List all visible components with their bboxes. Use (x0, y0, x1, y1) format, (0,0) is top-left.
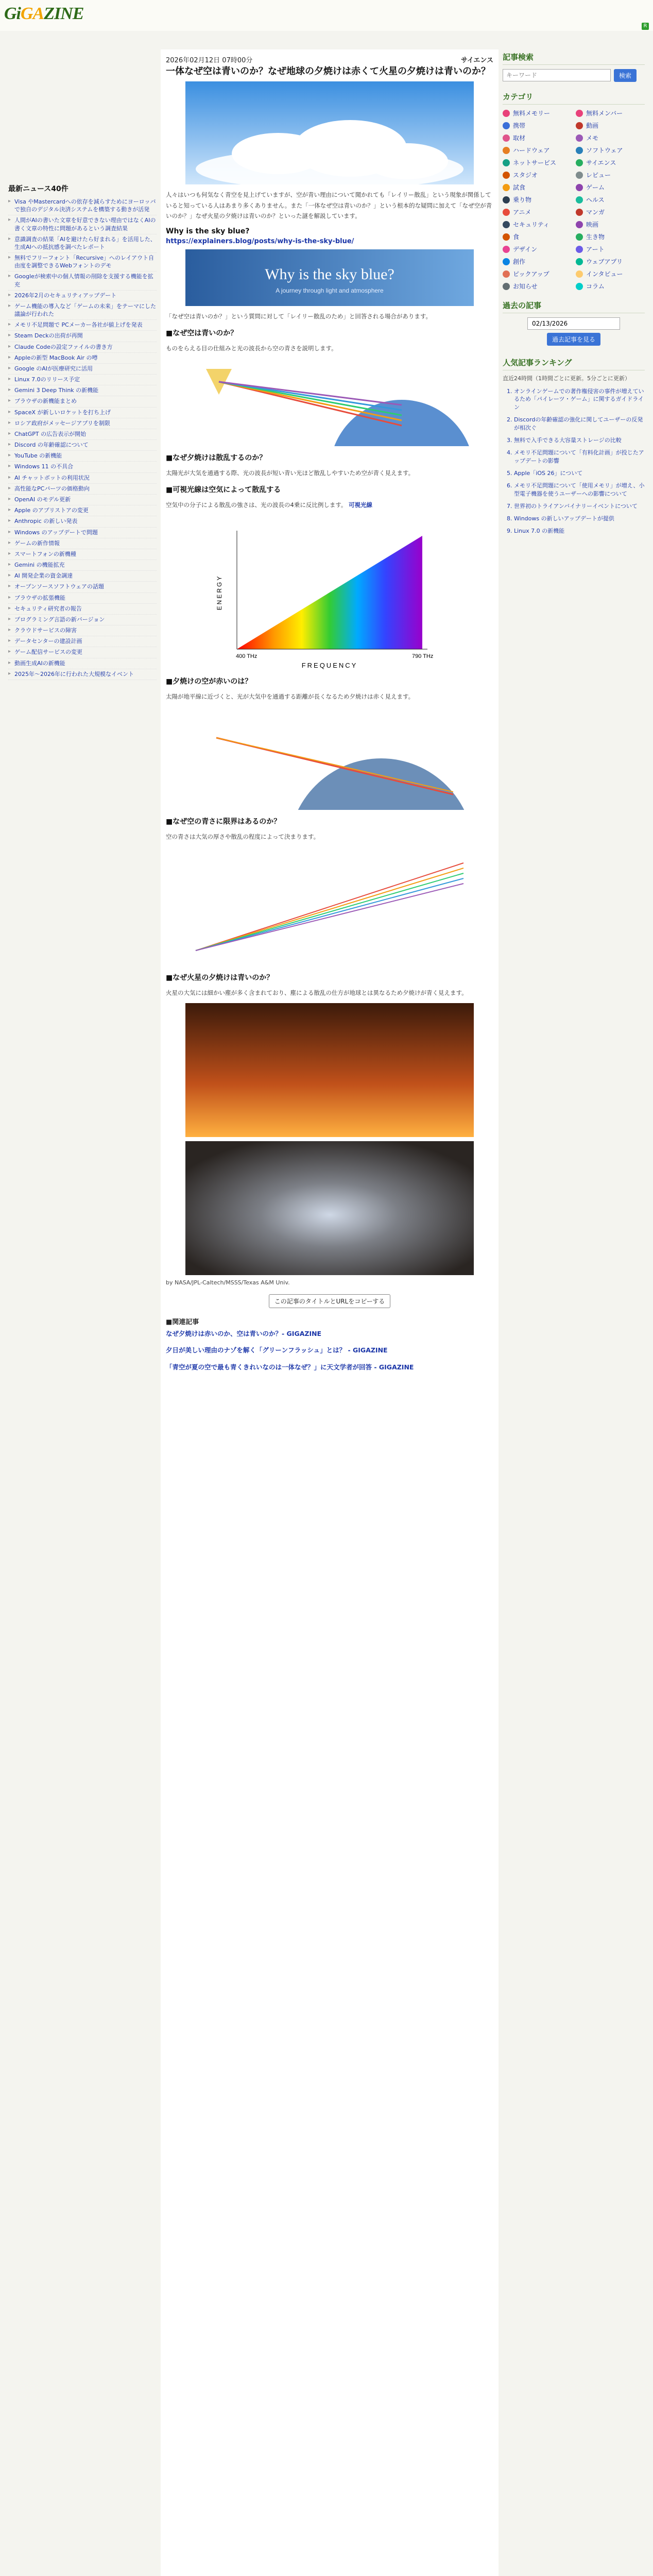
related-article-link[interactable]: なぜ夕焼けは赤いのか、空は青いのか？- GIGAZINE (166, 1329, 322, 1337)
latest-news-item[interactable]: ▸ セキュリティ研究者の報告 (8, 604, 157, 615)
category-label: 生き物 (586, 233, 605, 241)
article-title: 一体なぜ空は青いのか？なぜ地球の夕焼けは赤くて火星の夕焼けは青いのか？ (166, 66, 490, 77)
paragraph-1: 「なぜ空は青いのか？」という質問に対して「レイリー散乱のため」と回答される場合があります。 (166, 312, 432, 320)
category-label: ソフトウェア (586, 147, 623, 154)
latest-news-item[interactable]: ▸ ブラウザの拡張機能 (8, 593, 157, 604)
latest-news-item[interactable]: ▸ YouTube の新機能 (8, 451, 157, 462)
article-date: 2026年02月12日 07時00分 (166, 57, 253, 64)
ranking-item[interactable]: 8. Windows の新しいアップデートが提供 (514, 515, 645, 523)
category-icon (503, 110, 510, 117)
category-label: レビュー (586, 172, 611, 179)
category-label: ウェブアプリ (586, 258, 623, 265)
archive-button[interactable]: 過去記事を見る (547, 333, 600, 346)
category-label: メモ (586, 134, 599, 142)
category-icon (576, 258, 583, 265)
category-title: カテゴリ (503, 89, 645, 105)
category-icon (503, 258, 510, 265)
category-link[interactable] (576, 195, 645, 204)
spectrum-chart (185, 515, 474, 670)
latest-news-item[interactable]: ▸ クラウドサービスの障害 (8, 625, 157, 636)
category-icon (576, 122, 583, 129)
ranking-list (503, 387, 645, 535)
ranking-item[interactable]: 1. オンラインゲームでの著作権侵害の事件が増えているため「パイレーツ・ゲーム」に関するガイドライン (514, 387, 645, 412)
mars-sunset-photo (185, 1141, 474, 1275)
wildfire-photo (185, 1003, 474, 1137)
category-link[interactable] (576, 220, 645, 229)
category-icon (503, 246, 510, 253)
right-sidebar (503, 49, 645, 539)
latest-news-item[interactable]: ▸ 2025年〜2026年に行われた大規模なイベント (8, 669, 157, 680)
latest-news-item[interactable]: ▸ Visa やMastercardへの依存を減らすためにヨーロッパで独自のデジタル決済システムを構築する動きが活発 (8, 197, 157, 215)
latest-news-item[interactable]: ▸ メモリ不足問題で PCメーカー各社が値上げを発表 (8, 320, 157, 331)
latest-news-item[interactable]: ▸ OpenAI のモデル更新 (8, 495, 157, 505)
latest-news-item[interactable]: ▸ ゲーム機能の導入など「ゲームの未来」をテーマにした議論が行われた (8, 301, 157, 320)
category-link[interactable] (503, 146, 572, 155)
category-link[interactable] (503, 257, 572, 266)
article (161, 49, 499, 2576)
category-label: 乗り物 (513, 196, 532, 204)
category-icon (503, 270, 510, 278)
category-label: ネットサービス (513, 159, 557, 166)
category-label: 創作 (513, 258, 526, 265)
category-link[interactable] (576, 282, 645, 291)
source-banner (185, 249, 474, 306)
category-link[interactable] (503, 208, 572, 216)
category-link[interactable] (503, 232, 572, 241)
category-icon (576, 283, 583, 290)
category-label: 食 (513, 233, 520, 241)
latest-news-item[interactable]: ▸ Claude Codeの設定ファイルの書き方 (8, 342, 157, 353)
category-link[interactable] (576, 208, 645, 216)
category-link[interactable] (503, 195, 572, 204)
category-icon (576, 184, 583, 191)
article-meta (166, 55, 493, 64)
latest-news-item[interactable]: ▸ Anthropic の新しい発表 (8, 516, 157, 527)
latest-news-item[interactable]: ▸ Gemini 3 Deep Think の新機能 (8, 385, 157, 396)
category-link[interactable] (503, 245, 572, 253)
category-link[interactable] (576, 133, 645, 142)
ranking-item[interactable]: 5. Apple「iOS 26」について (514, 469, 645, 478)
heading-4: ■可視光線は空気によって散乱する (166, 486, 281, 495)
archive-title: 過去の記事 (503, 298, 645, 313)
category-label: インタビュー (586, 270, 623, 278)
x-axis-label: FREQUENCY (301, 662, 358, 670)
latest-news-item[interactable]: ▸ ゲーム配信サービスの変更 (8, 647, 157, 658)
scattering-diagram (185, 848, 474, 966)
copy-title-url-button[interactable]: この記事のタイトルとURLをコピーする (269, 1294, 391, 1308)
category-link[interactable] (576, 183, 645, 192)
category-icon (503, 172, 510, 179)
category-label: サイエンス (586, 159, 616, 166)
heading-5: ■夕焼けの空が赤いのは？ (166, 677, 252, 686)
category-label: アート (586, 246, 605, 253)
latest-news-item[interactable]: ▸ プログラミング言語の新バージョン (8, 615, 157, 625)
category-icon (576, 196, 583, 204)
latest-news-item[interactable]: ▸ スマートフォンの新機種 (8, 549, 157, 560)
related-article-link[interactable]: 夕日が美しい理由のナゾを解く「グリーンフラッシュ」とは？ - GIGAZINE (166, 1346, 388, 1354)
sunset-diagram (185, 707, 474, 810)
category-link[interactable] (503, 220, 572, 229)
category-link[interactable] (576, 232, 645, 241)
category-icon (576, 134, 583, 142)
paragraph-4: 空気中の分子による散乱の強さは、光の波長の4乗に反比例します。 可視光線 (166, 501, 373, 509)
category-label: スタジオ (513, 172, 538, 179)
y-axis-label: ENERGY (216, 574, 223, 611)
category-label: ハードウェア (513, 147, 550, 154)
category-label: 無料メンバー (586, 110, 623, 117)
latest-news-item[interactable]: ▸ Googleが検索中の個人情報の削除を支援する機能を拡充 (8, 272, 157, 290)
ranking-item[interactable]: 7. 世界初のトライアンバイナリーイベントについて (514, 502, 645, 511)
category-label: 取材 (513, 134, 526, 142)
category-list (503, 109, 645, 291)
search-button[interactable]: 検索 (614, 69, 637, 82)
latest-news-item[interactable]: ▸ 動画生成AIの新機能 (8, 658, 157, 669)
category-link[interactable] (576, 121, 645, 130)
category-link[interactable] (576, 245, 645, 253)
heading-6: ■なぜ空の青さに限界はあるのか？ (166, 818, 281, 826)
category-link[interactable] (503, 171, 572, 179)
category-icon (503, 209, 510, 216)
category-icon (503, 184, 510, 191)
intro-paragraph: 人々はいつも何気なく青空を見上げていますが、空が青い理由について聞かれても「レイリー散乱」という現象が関係していると知っている人はあまり多くありません。また「一体なぜ空は青いのか？」という根本的な疑問に加えて「なぜ空が青いのか？」なぜ火星の夕焼けは青いのか？といった謎を解説しています。 (166, 191, 492, 219)
latest-news-heading: 最新ニュース40件 (8, 185, 68, 193)
category-link[interactable] (503, 109, 572, 117)
latest-news-sidebar (8, 181, 157, 680)
ranking-item[interactable]: 6. メモリ不足問題について「使用メモリ」が増え、小型電子機器を使うユーザーへの影響について (514, 482, 645, 498)
ranking-item[interactable]: 4. メモリ不足問題について「有料化計画」が投じたアップデートの影響 (514, 449, 645, 465)
source-title: Why is the sky blue? (166, 227, 250, 235)
related-heading: ■関連記事 (166, 1318, 199, 1326)
category-link[interactable] (503, 269, 572, 278)
latest-news-item[interactable]: ▸ 無料でフリーフォント「Recursive」へのレイアウト自由度を調整できるWebフォントのデモ (8, 253, 157, 272)
category-icon (576, 159, 583, 166)
latest-news-item[interactable]: ▸ データセンターの建設計画 (8, 636, 157, 647)
category-link[interactable] (503, 133, 572, 142)
category-link[interactable] (503, 183, 572, 192)
category-label: デザイン (513, 246, 538, 253)
latest-news-item[interactable]: ▸ ゲームの新作情報 (8, 538, 157, 549)
category-label: 映画 (586, 221, 599, 228)
ranking-lead: 直近24時間（1時間ごとに更新。5分ごとに更新） (503, 375, 630, 382)
latest-news-list (8, 197, 157, 680)
category-link[interactable] (503, 121, 572, 130)
latest-news-item[interactable]: ▸ AI チャットボットの利用状況 (8, 473, 157, 484)
banner-title: Why is the sky blue? (265, 265, 394, 283)
category-label: 動画 (586, 122, 599, 129)
article-category[interactable]: サイエンス (460, 57, 493, 64)
search-title: 記事検索 (503, 49, 645, 65)
category-icon (576, 233, 583, 241)
latest-news-item[interactable]: ▸ 高性能なPCパーツの価格動向 (8, 484, 157, 495)
latest-news-item[interactable]: ▸ ロシア政府がメッセージアプリを制限 (8, 418, 157, 429)
category-icon (503, 159, 510, 166)
tick-label-high: 790 THz (412, 653, 434, 660)
category-label: ヘルス (586, 196, 605, 204)
latest-news-item[interactable]: ▸ ChatGPT の広告表示が開始 (8, 429, 157, 440)
ranking-item[interactable]: 2. Discordの年齢確認の強化に関してユーザーの反発が相次ぐ (514, 416, 645, 432)
category-link[interactable] (503, 282, 572, 291)
latest-news-item[interactable]: ▸ Linux 7.0のリリース予定 (8, 375, 157, 385)
archive-date-input[interactable] (527, 317, 620, 330)
related-articles (166, 1329, 493, 1372)
latest-news-item[interactable]: ▸ 人間がAIの書いた文章を好意できない理由ではなくAIの書く文章の特性に問題があるという調査結果 (8, 215, 157, 234)
search-input[interactable] (503, 69, 611, 81)
latest-news-item[interactable]: ▸ SpaceX が新しいロケットを打ち上げ (8, 408, 157, 418)
category-link[interactable] (576, 257, 645, 266)
related-article-link[interactable]: 「青空が夏の空で最も青くきれいなのは一体なぜ？」に天文学者が回答 - GIGAZINE (166, 1363, 414, 1371)
heading-2: ■なぜ空は青いのか？ (166, 329, 238, 337)
latest-news-item[interactable]: ▸ オープンソースソフトウェアの話題 (8, 582, 157, 592)
category-icon (503, 196, 510, 204)
ranking-item[interactable]: 9. Linux 7.0 の新機能 (514, 527, 645, 535)
category-icon (503, 147, 510, 154)
category-icon (503, 233, 510, 241)
sky-photo (185, 81, 474, 184)
site-logo[interactable]: GiGAZINE (4, 4, 84, 23)
paragraph-2: ものをらえる目の仕組みと光の波長から空の青さを説明します。 (166, 344, 337, 352)
paragraph-7: 火星の大気には細かい塵が多く含まれており、塵による散乱の仕方が地球とは異なるため夕焼けが青く見えます。 (166, 989, 468, 996)
category-label: マンガ (586, 209, 605, 216)
paragraph-3: 太陽光が大気を通過する際、光の波長が短い青い光ほど散乱しやすいため空が青く見えます。 (166, 469, 415, 477)
category-link[interactable] (576, 146, 645, 155)
category-label: ゲーム (586, 184, 605, 191)
latest-news-item[interactable]: ▸ Windows 11 の不具合 (8, 462, 157, 472)
category-label: 無料メモリー (513, 110, 551, 117)
category-label: 試食 (513, 184, 526, 191)
category-label: 携帯 (513, 122, 526, 129)
banner-subtitle: A journey through light and atmosphere (276, 286, 384, 294)
category-link[interactable] (576, 171, 645, 179)
category-link[interactable] (576, 109, 645, 117)
tick-label-low: 400 THz (236, 653, 257, 660)
category-label: セキュリティ (513, 221, 549, 228)
latest-news-item[interactable]: ▸ Apple のアプリストアの変更 (8, 505, 157, 516)
category-label: お知らせ (513, 283, 538, 290)
category-link[interactable] (576, 269, 645, 278)
prism-diagram (185, 359, 474, 446)
paragraph-6: 空の青さは大気の厚さや散乱の程度によって決まります。 (166, 833, 320, 841)
category-icon (503, 283, 510, 290)
category-icon (576, 209, 583, 216)
category-icon (576, 110, 583, 117)
category-icon (576, 270, 583, 278)
category-icon (576, 221, 583, 228)
category-link[interactable] (503, 158, 572, 167)
ranking-title: 人気記事ランキング (503, 355, 645, 370)
heading-7: ■なぜ火星の夕焼けは青いのか？ (166, 973, 274, 982)
category-icon (503, 122, 510, 129)
latest-news-item[interactable]: ▸ Appleの新型 MacBook Air の噂 (8, 353, 157, 364)
category-icon (503, 134, 510, 142)
rss-icon[interactable]: R (642, 23, 649, 30)
category-link[interactable] (576, 158, 645, 167)
latest-news-item[interactable]: ▸ ブラウザの新機能まとめ (8, 396, 157, 407)
category-icon (576, 147, 583, 154)
category-label: アニメ (513, 209, 531, 216)
latest-news-item[interactable]: ▸ Gemini の機能拡充 (8, 560, 157, 571)
ranking-item[interactable]: 3. 無料で入手できる大容量ストレージの比較 (514, 436, 645, 445)
source-link[interactable]: https://explainers.blog/posts/why-is-the-sky-blue/ (166, 237, 354, 245)
site-header (0, 0, 653, 31)
paragraph-5: 太陽が地平線に近づくと、光が大気中を通過する距離が長くなるため夕焼けは赤く見えます。 (166, 693, 415, 701)
image-credit: by NASA/JPL-Caltech/MSSS/Texas A&M Univ. (166, 1279, 290, 1286)
category-label: ピックアップ (513, 270, 549, 278)
latest-news-item[interactable]: ▸ AI 開発企業の資金調達 (8, 571, 157, 582)
category-icon (503, 221, 510, 228)
category-label: コラム (586, 283, 605, 290)
category-icon (576, 172, 583, 179)
latest-news-item[interactable]: ▸ 2026年2月のセキュリティアップデート (8, 291, 157, 301)
latest-news-item[interactable]: ▸ Discord の年齢確認について (8, 440, 157, 451)
heading-3: ■なぜ夕焼けは散乱するのか？ (166, 454, 267, 463)
category-icon (576, 246, 583, 253)
latest-news-item[interactable]: ▸ Google のAIが医療研究に活用 (8, 364, 157, 375)
latest-news-item[interactable]: ▸ 意識調査の結果「AIを避けたら好まれる」を活用した、生成AIへの抵抗感を調べたレポート (8, 234, 157, 253)
latest-news-item[interactable]: ▸ Steam Deckの出荷が再開 (8, 331, 157, 342)
latest-news-item[interactable]: ▸ Windows のアップデートで問題 (8, 528, 157, 538)
